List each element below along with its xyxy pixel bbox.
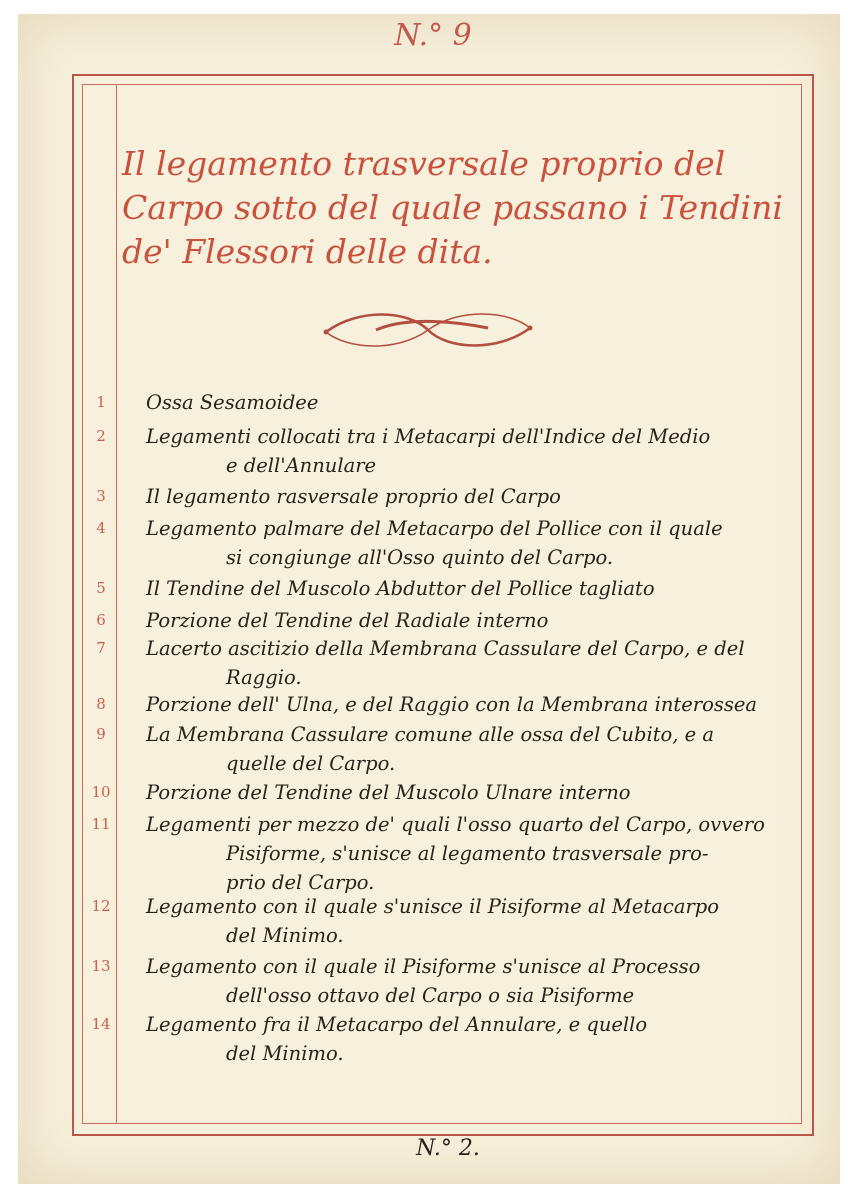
entry-text xyxy=(146,574,796,603)
plate-number: N.° 9 xyxy=(394,18,472,53)
list-item xyxy=(18,892,818,952)
entry-text xyxy=(146,388,796,417)
entry-line: Legamenti per mezzo de' quali l'osso quarto del Carpo, ovvero xyxy=(146,813,765,836)
entry-text xyxy=(146,952,796,1010)
entry-line: dell'osso ottavo del Carpo o sia Pisiforme xyxy=(226,984,635,1007)
entry-line: del Minimo. xyxy=(226,1042,344,1065)
entry-text xyxy=(146,1010,796,1068)
list-item xyxy=(18,514,818,574)
entry-line: Legamento con il quale s'unisce il Pisiforme al Metacarpo xyxy=(146,895,719,918)
entry-number: 2 xyxy=(96,427,106,445)
list-item xyxy=(18,952,818,1012)
entry-number: 12 xyxy=(91,897,111,915)
list-item xyxy=(18,810,818,894)
entry-line: Legamento palmare del Metacarpo del Pollice con il quale xyxy=(146,517,723,540)
entry-line: si congiunge all'Osso quinto del Carpo. xyxy=(226,546,614,569)
list-item xyxy=(18,1010,818,1070)
entry-text xyxy=(146,778,796,807)
list-item xyxy=(18,422,818,482)
entry-text xyxy=(146,514,796,572)
entry-line: Porzione dell' Ulna, e del Raggio con la Membrana interossea xyxy=(146,693,758,716)
entry-number: 4 xyxy=(96,519,106,537)
page-title: Il legamento trasversale proprio del Carpo sotto del quale passano i Tendini de' Flessori delle dita. xyxy=(122,144,783,271)
entry-line: prio del Carpo. xyxy=(226,871,375,894)
entry-line: e dell'Annulare xyxy=(226,454,377,477)
entry-text xyxy=(146,482,796,511)
entry-line: Lacerto ascitizio della Membrana Cassulare del Carpo, e del xyxy=(146,637,745,660)
entry-text xyxy=(146,810,796,897)
entry-number: 1 xyxy=(96,393,106,411)
entry-number: 6 xyxy=(96,611,106,629)
manuscript-page xyxy=(18,14,840,1184)
entry-line: Il legamento rasversale proprio del Carpo xyxy=(146,485,561,508)
entry-number: 8 xyxy=(96,695,106,713)
entry-text xyxy=(146,690,796,719)
entry-line: Legamento con il quale il Pisiforme s'unisce al Processo xyxy=(146,955,701,978)
entry-line: Il Tendine del Muscolo Abduttor del Pollice tagliato xyxy=(146,577,655,600)
entry-text xyxy=(146,720,796,778)
entry-text xyxy=(146,606,796,635)
entry-number: 10 xyxy=(91,783,111,801)
entry-number: 14 xyxy=(91,1015,111,1033)
entry-text xyxy=(146,422,796,480)
entry-line: Legamento fra il Metacarpo del Annulare, e quello xyxy=(146,1013,648,1036)
entry-line: del Minimo. xyxy=(226,924,344,947)
entry-number: 7 xyxy=(96,639,106,657)
flourish-ornament xyxy=(318,302,538,358)
entry-line: Pisiforme, s'unisce al legamento trasversale pro- xyxy=(226,842,709,865)
list-item xyxy=(18,634,818,694)
entry-text xyxy=(146,892,796,950)
entry-number: 9 xyxy=(96,725,106,743)
entry-number: 11 xyxy=(91,815,111,833)
entry-line: Raggio. xyxy=(226,666,302,689)
entry-number: 5 xyxy=(96,579,106,597)
entry-line: La Membrana Cassulare comune alle ossa del Cubito, e a xyxy=(146,723,715,746)
entry-number: 3 xyxy=(96,487,106,505)
entry-number: 13 xyxy=(91,957,111,975)
entry-line: Porzione del Tendine del Muscolo Ulnare interno xyxy=(146,781,631,804)
entry-line: Porzione del Tendine del Radiale interno xyxy=(146,609,549,632)
entry-text xyxy=(146,634,796,692)
footer-mark: N.° 2. xyxy=(416,1136,480,1161)
entry-line: quelle del Carpo. xyxy=(226,752,396,775)
entry-line: Legamenti collocati tra i Metacarpi dell'Indice del Medio xyxy=(146,425,711,448)
entry-line: Ossa Sesamoidee xyxy=(146,391,319,414)
list-item xyxy=(18,720,818,780)
